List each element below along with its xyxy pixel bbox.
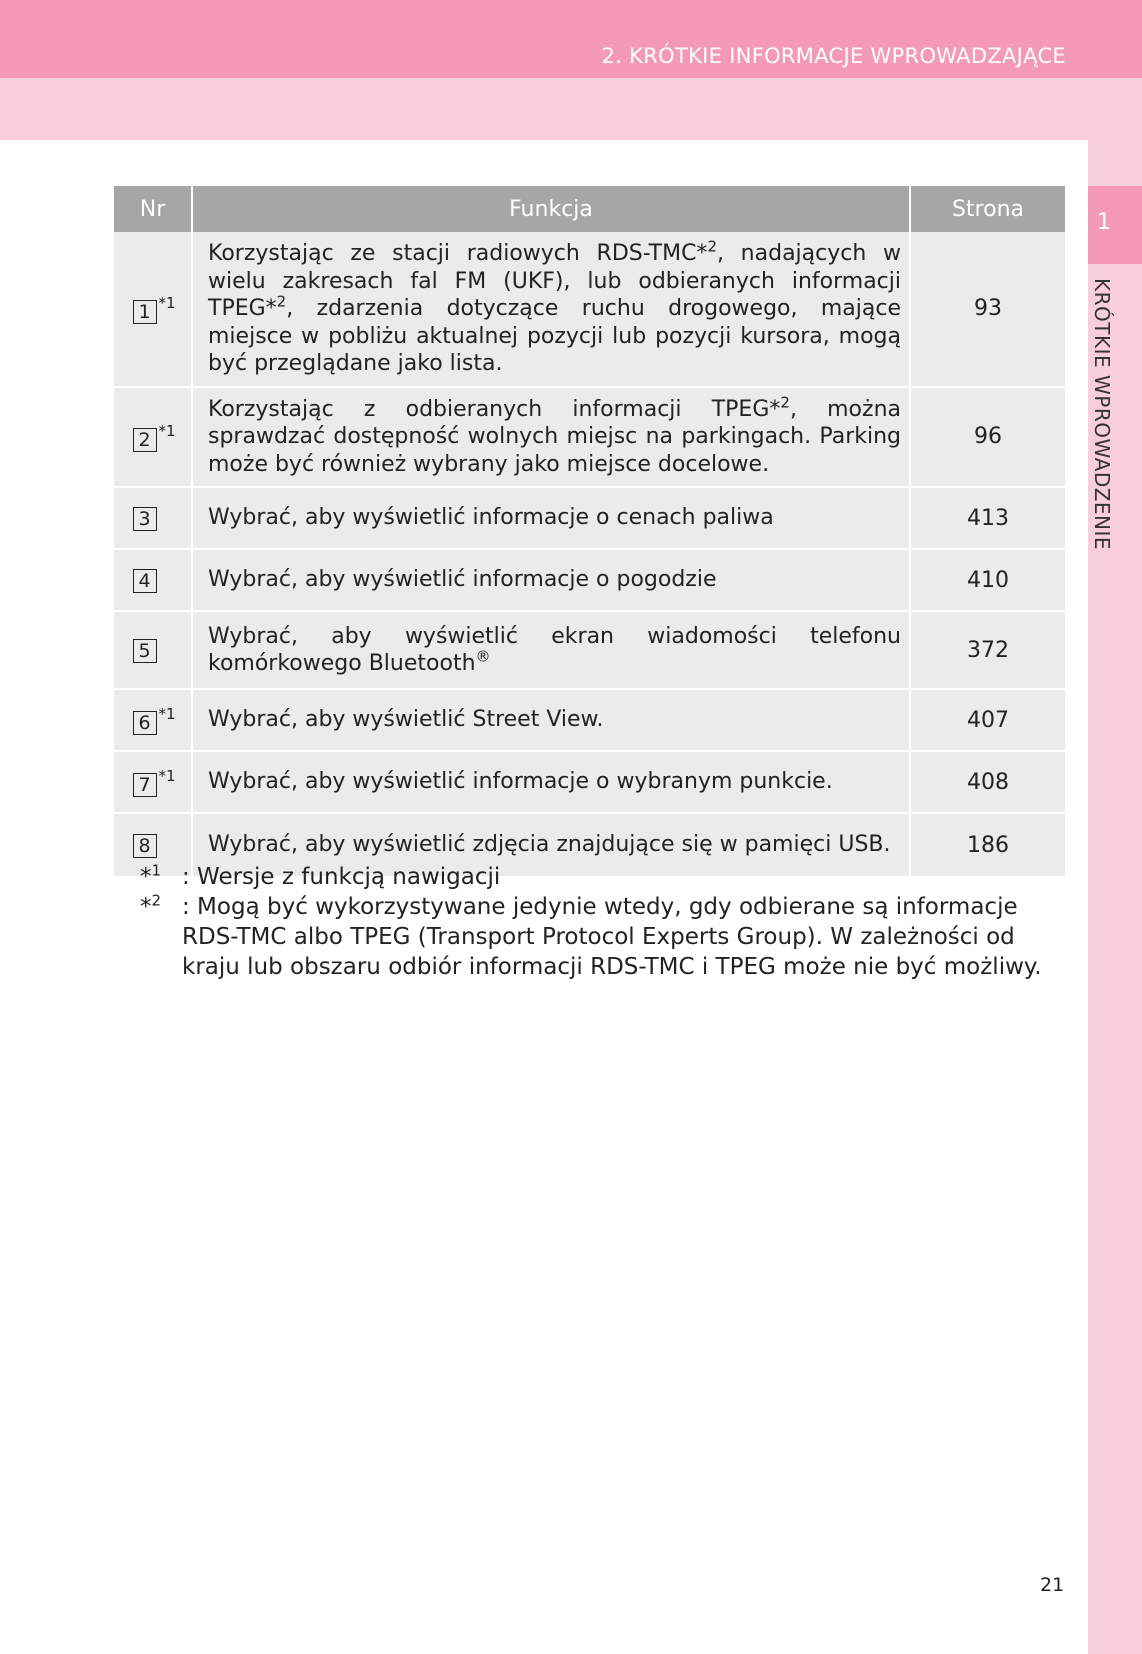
footnote <box>140 892 1065 982</box>
row-number-cell <box>114 611 192 689</box>
page-reference: 93 <box>910 232 1065 387</box>
row-number-box: 4 <box>133 569 157 593</box>
footnote-ref: 2 <box>276 292 287 311</box>
function-text: , zdarzenia dotyczące ruchu drogowego, mające miejsce w pobliżu aktualnej pozycji lub pozycji kursora, mogą być przeglądane jako lista. <box>208 296 901 376</box>
page-reference: 96 <box>910 387 1065 488</box>
row-number-box: 8 <box>133 834 157 858</box>
header-function: Funkcja <box>192 186 910 232</box>
footnote-number: 2 <box>151 891 162 910</box>
table-row <box>114 751 1065 813</box>
row-number-box: 2 <box>133 428 157 452</box>
footnote-ref: 2 <box>707 237 717 256</box>
navigation-mark: *1 <box>158 293 176 312</box>
page-reference: 186 <box>910 813 1065 877</box>
page-reference: 407 <box>910 689 1065 751</box>
function-cell: Wybrać, aby wyświetlić zdjęcia znajdujące się w pamięci USB. <box>192 813 910 877</box>
table-row <box>114 232 1065 387</box>
row-number-cell <box>114 549 192 611</box>
page-reference: 408 <box>910 751 1065 813</box>
navigation-mark: *1 <box>158 705 176 723</box>
function-cell: Wybrać, aby wyświetlić informacje o cenach paliwa <box>192 487 910 549</box>
page-reference: 410 <box>910 549 1065 611</box>
function-cell: Wybrać, aby wyświetlić informacje o pogodzie <box>192 549 910 611</box>
chapter-number: 1 <box>1097 210 1111 235</box>
row-number-box: 6 <box>133 711 157 735</box>
function-cell <box>192 387 910 488</box>
footnote-ref: 2 <box>780 393 790 412</box>
function-text: Korzystając z odbieranych informacji TPEG* <box>208 396 781 422</box>
navigation-mark: *1 <box>158 767 176 785</box>
function-text: , nadających w wielu zakresach fal FM (UKF), lub odbieranych informacji TPEG* <box>208 241 901 321</box>
page-reference: 372 <box>910 611 1065 689</box>
footnote <box>140 862 1065 892</box>
footnote-text: : Mogą być wykorzystywane jedynie wtedy, gdy odbierane są informacje RDS-TMC albo TPEG (Transport Protocol Experts Group). W zależności od kraju lub obszaru odbiór informacji RDS-TMC i TPEG może nie być możliwy. <box>182 894 1042 980</box>
row-number-cell <box>114 751 192 813</box>
function-cell: Wybrać, aby wyświetlić Street View. <box>192 689 910 751</box>
row-number-cell <box>114 487 192 549</box>
function-cell <box>192 611 910 689</box>
row-number-cell <box>114 387 192 488</box>
row-number-cell <box>114 689 192 751</box>
footnote-star: * <box>140 864 152 890</box>
header-nr: Nr <box>114 186 192 232</box>
function-text: Wybrać, aby wyświetlić ekran wiadomości telefonu komórkowego Bluetooth <box>208 623 901 676</box>
footnotes <box>140 862 1065 982</box>
header-page: Strona <box>910 186 1065 232</box>
table-row <box>114 487 1065 549</box>
table-row <box>114 387 1065 488</box>
table-row <box>114 611 1065 689</box>
table-header-row <box>114 186 1065 232</box>
function-cell <box>192 232 910 387</box>
function-table <box>114 186 1065 878</box>
registered-mark: ® <box>475 647 491 666</box>
navigation-mark: *1 <box>158 421 176 440</box>
row-number-box: 7 <box>133 773 157 797</box>
table-row <box>114 689 1065 751</box>
row-number-cell <box>114 232 192 387</box>
page-reference: 413 <box>910 487 1065 549</box>
row-number-box: 5 <box>133 639 157 663</box>
header-band <box>0 78 1142 140</box>
section-title: 2. KRÓTKIE INFORMACJE WPROWADZAJĄCE <box>601 44 1066 68</box>
footnote-text: : Wersje z funkcją nawigacji <box>182 864 501 890</box>
footnote-number: 1 <box>151 861 162 880</box>
row-number-box: 3 <box>133 507 157 531</box>
function-cell: Wybrać, aby wyświetlić informacje o wybranym punkcie. <box>192 751 910 813</box>
function-text: , można sprawdzać dostępność wolnych miejsc na parkingach. Parking może być również wybrany jako miejsce docelowe. <box>208 396 901 477</box>
function-text: Korzystając ze stacji radiowych RDS-TMC* <box>208 241 708 266</box>
chapter-label: KRÓTKIE WPROWADZENIE <box>1090 278 1114 551</box>
row-number-box: 1 <box>133 300 157 324</box>
footnote-star: * <box>140 894 152 920</box>
page-number: 21 <box>1040 1574 1065 1596</box>
table-row <box>114 549 1065 611</box>
